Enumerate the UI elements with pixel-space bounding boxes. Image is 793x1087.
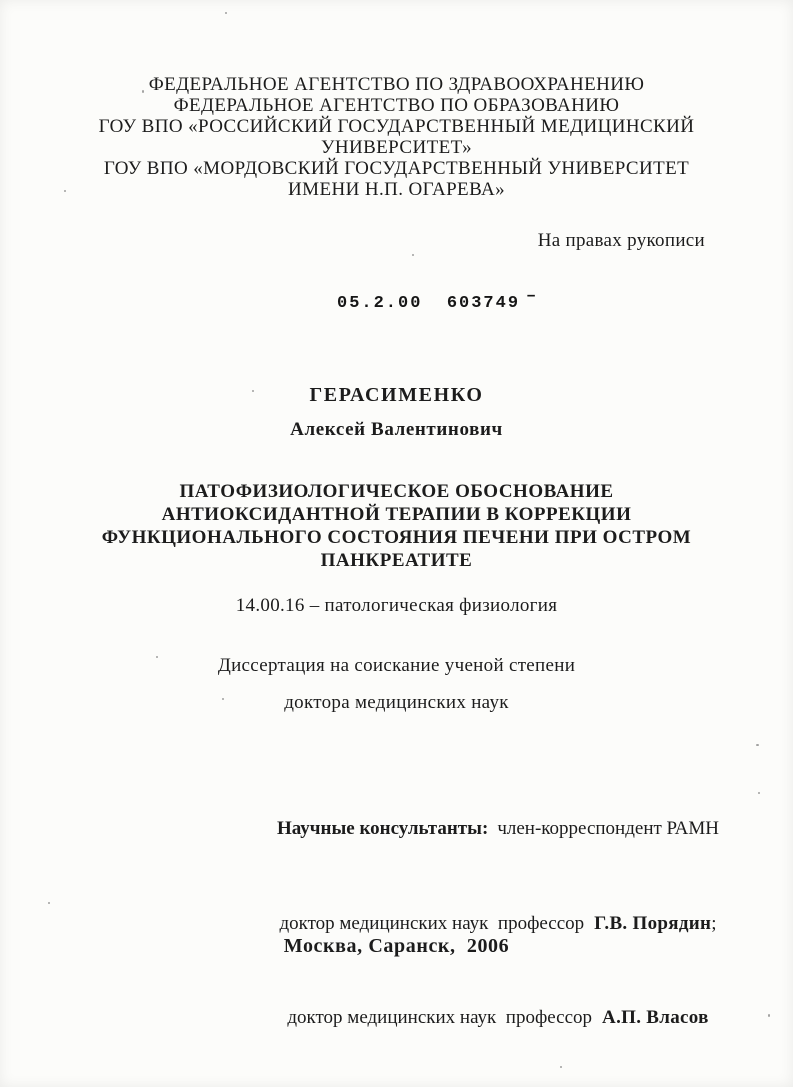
org-header-line-4: УНИВЕРСИТЕТ» [321,137,472,158]
consultant-2-degrees: доктор медицинских наук профессор [279,912,585,934]
scan-speck [225,12,227,14]
author-given-names: Алексей Валентинович [290,419,503,440]
consultant-2-separator: ; [711,912,717,934]
consultants-line-3 [272,1002,724,1034]
title-line-3: ФУНКЦИОНАЛЬНОГО СОСТОЯНИЯ ПЕЧЕНИ ПРИ ОСТРОМ [101,527,692,548]
degree-statement [0,655,793,714]
scan-speck [756,744,759,746]
author-block [0,384,793,441]
scan-speck [142,90,144,93]
consultant-2-name: Г.В. Порядин [594,912,712,934]
title-line-1: ПАТОФИЗИОЛОГИЧЕСКОЕ ОБОСНОВАНИЕ [179,481,614,502]
stamp-code: 05.2.00 603749 [337,294,521,313]
scan-speck [768,1014,770,1017]
org-header-line-1: ФЕДЕРАЛЬНОЕ АГЕНТСТВО ПО ЗДРАВООХРАНЕНИЮ [148,74,645,95]
scan-speck [758,792,760,794]
org-header-line-2: ФЕДЕРАЛЬНОЕ АГЕНТСТВО ПО ОБРАЗОВАНИЮ [173,95,620,116]
stamp-dash-mark: – [526,287,539,306]
consultants-label: Научные консультанты: [276,818,489,839]
scan-speck [252,390,254,392]
organization-header [0,74,793,200]
author-surname: ГЕРАСИМЕНКО [309,384,484,406]
scan-speck [412,254,414,256]
scan-speck [64,190,66,192]
manuscript-rights-note: На правах рукописи [537,230,705,251]
scan-speck [48,902,50,904]
dissertation-title [0,480,793,572]
scan-speck [222,698,224,700]
title-line-2: АНТИОКСИДАНТНОЙ ТЕРАПИИ В КОРРЕКЦИИ [161,504,632,525]
library-stamp-number [337,287,539,313]
consultant-3-degrees: доктор медицинских наук профессор [287,1007,593,1028]
consultants-line-1 [272,813,724,845]
org-header-line-3: ГОУ ВПО «РОССИЙСКИЙ ГОСУДАРСТВЕННЫЙ МЕДИЦИНСКИЙ [98,116,695,137]
scientific-consultants [272,750,724,1087]
degree-line-2: доктора медицинских наук [284,692,509,713]
scan-speck [560,1066,562,1068]
org-header-line-5: ГОУ ВПО «МОРДОВСКИЙ ГОСУДАРСТВЕННЫЙ УНИВЕРСИТЕТ [103,158,690,179]
scan-speck [156,656,158,658]
consultant-1-title: член-корреспондент РАМН [497,818,720,839]
org-header-line-6: ИМЕНИ Н.П. ОГАРЕВА» [288,179,505,200]
consultant-3-name: А.П. Власов [602,1007,709,1028]
title-line-4: ПАНКРЕАТИТЕ [320,550,473,571]
degree-line-1: Диссертация на соискание ученой степени [217,655,576,676]
specialty-code: 14.00.16 – патологическая физиология [235,595,558,616]
city-year-imprint: Москва, Саранск, 2006 [283,935,510,957]
